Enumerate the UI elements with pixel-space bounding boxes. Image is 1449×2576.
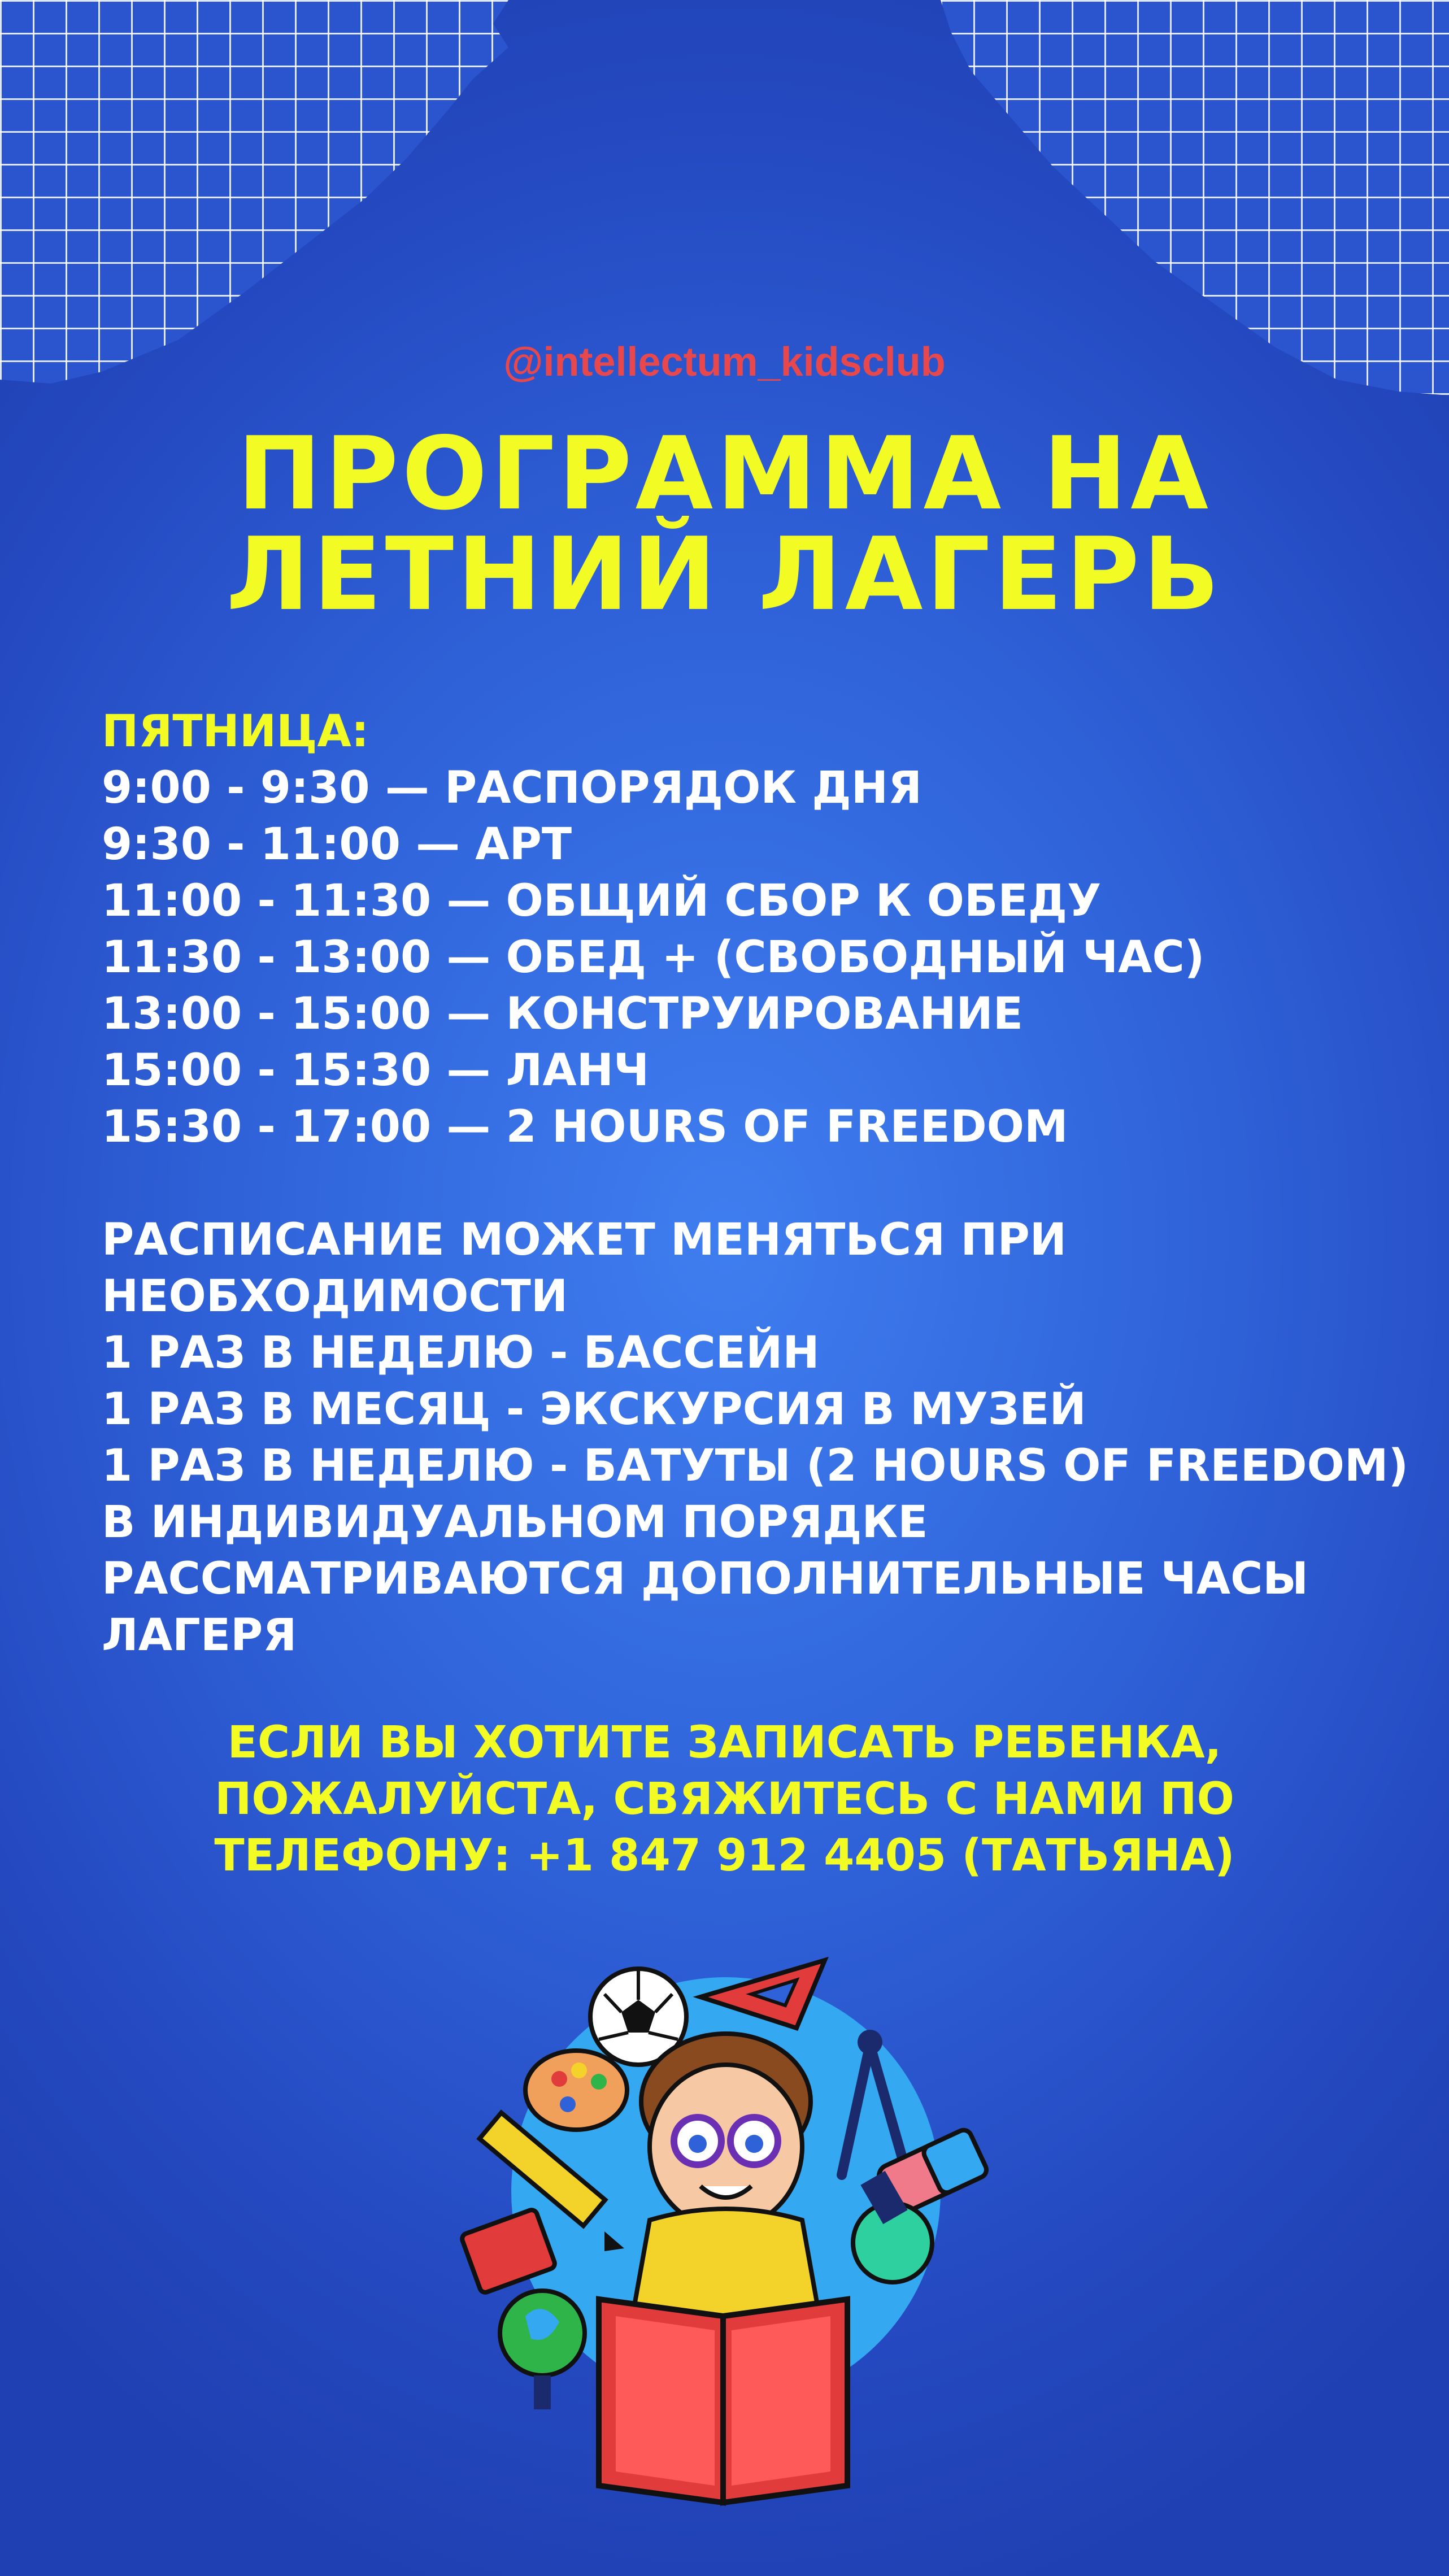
title-line-2: ЛЕТНИЙ ЛАГЕРЬ: [226, 516, 1223, 633]
note-line: В ИНДИВИДУАЛЬНОМ ПОРЯДКЕ: [102, 1497, 928, 1548]
grid-paper-decoration-left: [0, 0, 508, 395]
schedule-item: 9:00 - 9:30 — РАСПОРЯДОК ДНЯ: [102, 763, 923, 813]
instagram-handle: @intellectum_kidsclub: [503, 340, 946, 385]
schedule-item: 11:00 - 11:30 — ОБЩИЙ СБОР К ОБЕДУ: [102, 876, 1102, 926]
schedule-item: 9:30 - 11:00 — АРТ: [102, 819, 572, 870]
note-line: РАССМАТРИВАЮТСЯ ДОПОЛНИТЕЛЬНЫЕ ЧАСЫ: [102, 1554, 1309, 1604]
contact-line: ТЕЛЕФОНУ: +1 847 912 4405 (ТАТЬЯНА): [214, 1830, 1235, 1881]
contact-line: ЕСЛИ ВЫ ХОТИТЕ ЗАПИСАТЬ РЕБЕНКА,: [227, 1717, 1222, 1768]
schedule-item: 15:30 - 17:00 — 2 HOURS OF FREEDOM: [102, 1102, 1068, 1152]
note-line: 1 РАЗ В НЕДЕЛЮ - БАССЕЙН: [102, 1328, 820, 1378]
schedule-item: 15:00 - 15:30 — ЛАНЧ: [102, 1045, 650, 1096]
contact-line: ПОЖАЛУЙСТА, СВЯЖИТЕСЬ С НАМИ ПО: [215, 1774, 1234, 1825]
grid-paper-decoration-right: [941, 0, 1449, 395]
spacer: [102, 1155, 1401, 1212]
book-icon: [599, 2299, 847, 2503]
schedule-item: 13:00 - 15:00 — КОНСТРУИРОВАНИЕ: [102, 989, 1024, 1039]
note-line: НЕОБХОДИМОСТИ: [102, 1271, 568, 1322]
globe-icon: [500, 2291, 585, 2409]
paint-palette-icon: [525, 2051, 627, 2130]
schedule-item: 11:30 - 13:00 — ОБЕД + (СВОБОДНЫЙ ЧАС): [102, 932, 1205, 983]
page-title: [0, 415, 1449, 633]
note-line: ЛАГЕРЯ: [102, 1610, 297, 1661]
note-line: 1 РАЗ В НЕДЕЛЮ - БАТУТЫ (2 HOURS OF FREEDOM): [102, 1441, 1409, 1491]
schedule-day: ПЯТНИЦА:: [102, 706, 369, 757]
contact-block: [0, 1715, 1449, 1884]
note-line: РАСПИСАНИЕ МОЖЕТ МЕНЯТЬСЯ ПРИ: [102, 1215, 1067, 1265]
kid-with-school-supplies-illustration: [435, 1949, 1017, 2514]
title-line-1: ПРОГРАММА НА: [237, 415, 1212, 532]
schedule-block: [102, 703, 1409, 1664]
note-line: 1 РАЗ В МЕСЯЦ - ЭКСКУРСИЯ В МУЗЕЙ: [102, 1384, 1086, 1435]
